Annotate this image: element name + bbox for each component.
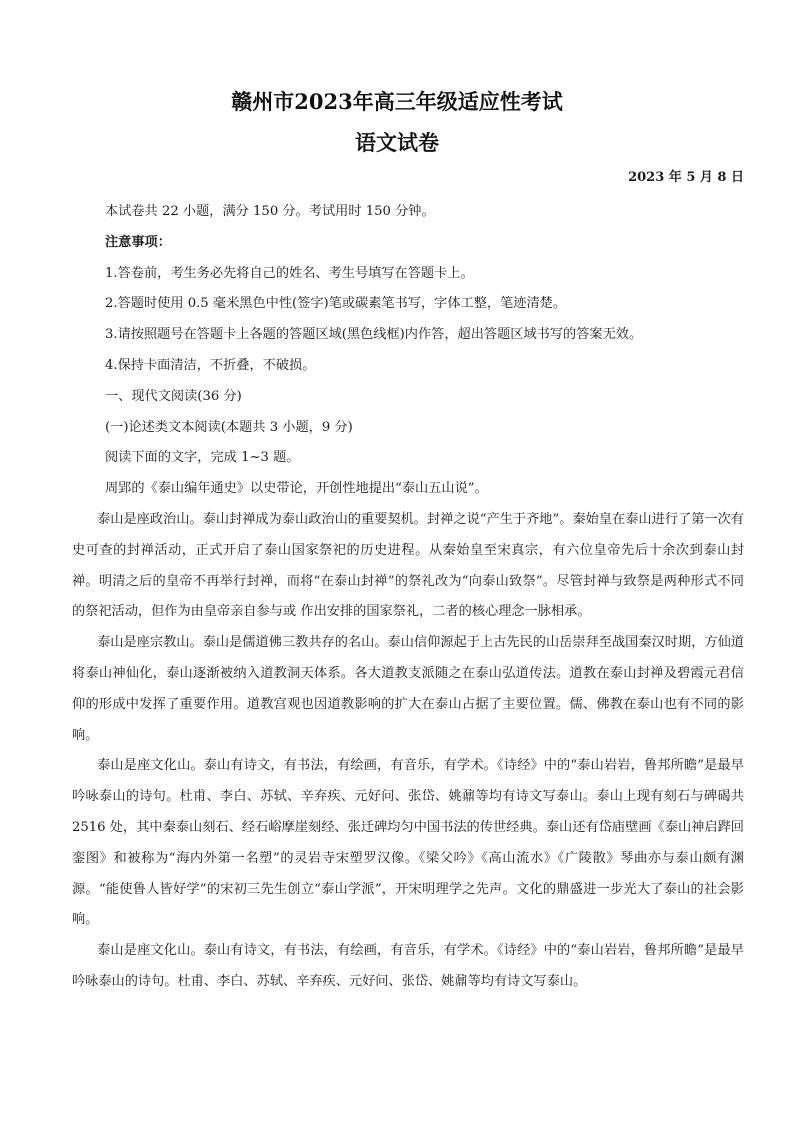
exam-title: 赣州市2023年高三年级适应性考试: [231, 89, 563, 114]
exam-body: [72, 197, 744, 998]
passage-paragraph: 泰山是座文化山。泰山有诗文，有书法，有绘画，有音乐，有学术。《诗经》中的“泰山岩岩，鲁邦所瞻”是最早吟咏泰山的诗句。杜甫、李白、苏轼、辛弃疾、元好问、张岱、姚鼐等均有诗文写泰山。: [72, 943, 744, 989]
exam-intro: 本试卷共 22 小题，满分 150 分。考试用时 150 分钟。: [105, 204, 435, 219]
notice-item: 2.答题时使用 0.5 毫米黑色中性(签字)笔或碳素笔书写，字体工整，笔迹清楚。: [105, 296, 567, 312]
notice-heading: 注意事项：: [105, 234, 171, 250]
notice-item: 3.请按照题号在答题卡上各题的答题区域(黑色线框)内作答，超出答题区域书写的答案无效。: [105, 327, 643, 343]
passage-paragraph: 泰山是座政治山。泰山封禅成为泰山政治山的重要契机。封禅之说“产生于齐地”。秦始皇在泰山进行了第一次有史可查的封禅活动，正式开启了泰山国家祭祀的历史进程。从秦始皇至宋真宗，有六位皇帝先后十余次到泰山封禅。明清之后的皇帝不再举行封禅，而将“在泰山封禅”的祭礼改为“向泰山致祭”。尽管封禅与致祭是两种形式不同的祭祀活动，但作为由皇帝亲自参与或 作出安排的国家祭礼，二者的核心理念一脉相承。: [72, 511, 744, 620]
passage-paragraph: 泰山是座文化山。泰山有诗文，有书法，有绘画，有音乐，有学术。《诗经》中的“泰山岩岩，鲁邦所瞻”是最早吟咏泰山的诗句。杜甫、李白、苏轼、辛弃疾、元好问、张岱、姚鼐等均有诗文写泰山。泰山上现有刻石与碑碣共 2516 处，其中秦泰山刻石、经石峪摩崖刻经、张迁碑均匀中国书法的传世经典。泰山还有岱庙壁画《泰山神启跸回銮图》和被称为“海内外第一名塑”的灵岩寺宋塑罗汉像。《梁父吟》《高山流水》《广陵散》琴曲亦与泰山颇有渊源。“能使鲁人皆好学”的宋初三先生创立“泰山学派”，开宋明理学之先声。文化的鼎盛进一步光大了泰山的社会影响。: [72, 758, 744, 928]
notice-item: 1.答卷前，考生务必先将自己的姓名、考生号填写在答题卡上。: [105, 265, 474, 281]
section-heading: 一、现代文阅读(36 分): [105, 388, 242, 404]
exam-date: 2023 年 5 月 8 日: [628, 170, 744, 185]
passage-paragraph: 泰山是座宗教山。泰山是儒道佛三教共存的名山。泰山信仰源起于上古先民的山岳崇拜至战国秦汉时期，方仙道将泰山神仙化，泰山逐渐被纳入道教洞天体系。各大道教支派随之在泰山弘道传法。道教在泰山封禅及碧霞元君信仰的形成中发挥了重要作用。道教宫观也因道教影响的扩大在泰山占据了主要位置。儒、佛教在泰山也有不同的影响。: [72, 635, 744, 743]
passage-paragraph: 周郢的《泰山编年通史》以史带论，开创性地提出“泰山五山说”。: [105, 481, 488, 497]
section-sub-heading: (一)论述类文本阅读(本题共 3 小题，9 分): [105, 419, 353, 435]
exam-subtitle: 语文试卷: [355, 130, 439, 155]
section-instruction: 阅读下面的文字，完成 1~3 题。: [105, 450, 300, 466]
notice-item: 4.保持卡面清洁，不折叠，不破损。: [105, 357, 316, 373]
